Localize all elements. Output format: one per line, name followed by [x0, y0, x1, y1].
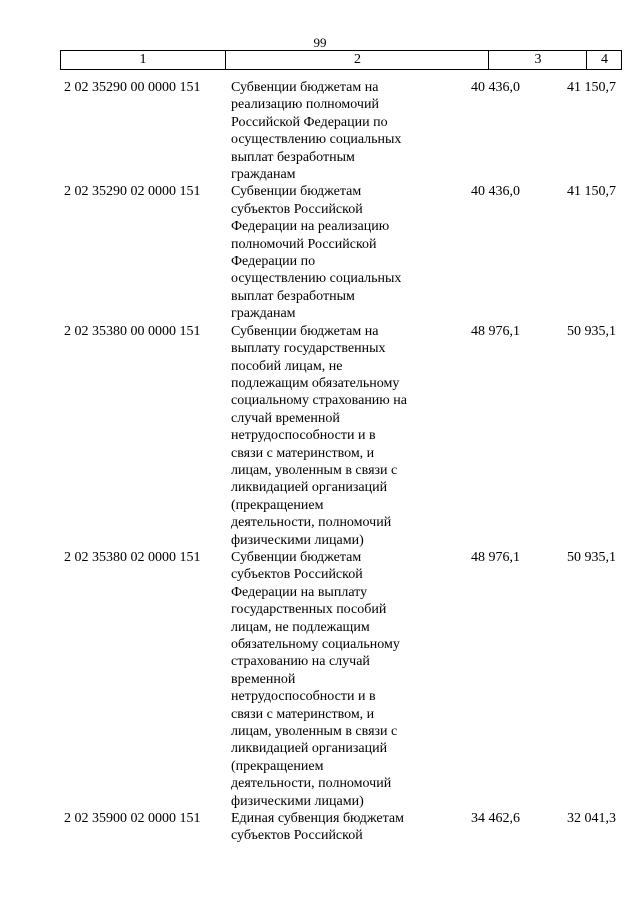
budget-code: 2 02 35290 02 0000 151 [64, 184, 201, 200]
budget-code: 2 02 35290 00 0000 151 [64, 80, 201, 95]
value-col-4: 50 935,1 [567, 323, 616, 339]
value-col-3: 48 976,1 [471, 323, 520, 339]
header-col-3: 3 [488, 51, 587, 69]
item-name: Субвенции бюджетам на реализацию полномочий Российской Федерации по осуществлению социальных выплат безработным гражданам [231, 80, 402, 183]
table-row [0, 323, 640, 549]
header-col-2: 2 [225, 51, 489, 69]
item-name: Субвенции бюджетам субъектов Российской Федерации на выплату государственных пособий лицам, не подлежащим обязательному социальному страхованию на случай временной нетрудоспособности и в связи с материнством, и лицам, уволенным в связи с ликвидацией организаций (прекращением деятельности, полномочий физическими лицами) [231, 549, 400, 809]
table-row [0, 79, 640, 183]
budget-code: 2 02 35380 02 0000 151 [64, 549, 201, 565]
table-body [0, 79, 640, 845]
value-col-4: 41 150,7 [567, 184, 616, 200]
header-col-4: 4 [586, 51, 622, 69]
table-row [0, 549, 640, 810]
table-row [0, 810, 640, 845]
value-col-3: 40 436,0 [471, 184, 520, 200]
value-col-3: 40 436,0 [471, 80, 520, 95]
value-col-3: 34 462,6 [471, 811, 520, 827]
item-name: Единая субвенция бюджетам субъектов Российской [231, 811, 404, 844]
item-name: Субвенции бюджетам субъектов Российской Федерации на реализацию полномочий Российской Федерации по осуществлению социальных выплат безработным гражданам [231, 184, 402, 322]
budget-code: 2 02 35380 00 0000 151 [64, 323, 201, 339]
header-col-1: 1 [139, 52, 147, 67]
page-number: 99 [313, 35, 327, 50]
table-header [60, 50, 622, 70]
budget-code: 2 02 35900 02 0000 151 [64, 811, 201, 827]
value-col-4: 32 041,3 [567, 811, 616, 827]
table-row [0, 183, 640, 322]
value-col-4: 50 935,1 [567, 549, 616, 565]
value-col-3: 48 976,1 [471, 549, 520, 565]
value-col-4: 41 150,7 [567, 80, 616, 95]
item-name: Субвенции бюджетам на выплату государственных пособий лицам, не подлежащим обязательному социальному страхованию на случай временной нетрудоспособности и в связи с материнством, и лицам, уволенным в связи с ликвидацией организаций (прекращением деятельности, полномочий физическими лицами) [231, 323, 407, 548]
